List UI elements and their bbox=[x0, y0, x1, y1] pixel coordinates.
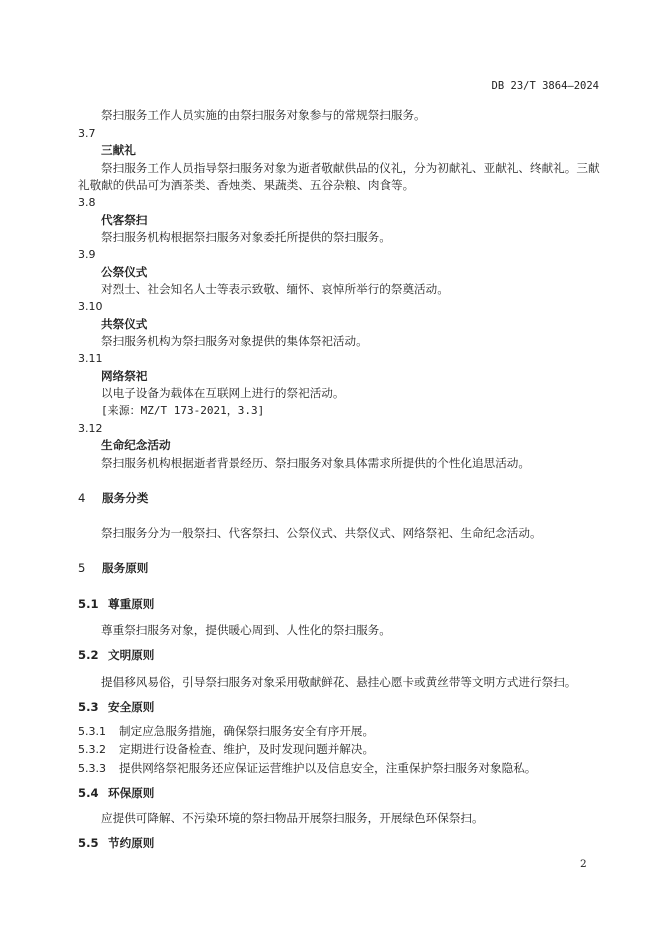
section-title: 服务分类 bbox=[102, 491, 149, 505]
term-title: 三献礼 bbox=[101, 143, 136, 157]
document-id: DB 23/T 3864—2024 bbox=[491, 80, 599, 92]
subsection-title: 节约原则 bbox=[108, 836, 155, 850]
subsection-heading bbox=[78, 835, 154, 851]
source-reference: [来源：MZ/T 173-2021，3.3] bbox=[101, 404, 265, 417]
subsection-title: 文明原则 bbox=[108, 648, 155, 662]
term-title: 网络祭祀 bbox=[101, 369, 148, 383]
paragraph: 以电子设备为载体在互联网上进行的祭祀活动。 bbox=[101, 386, 345, 400]
subsection-title: 安全原则 bbox=[108, 700, 155, 714]
subsection-heading bbox=[78, 596, 154, 612]
subsection-title: 尊重原则 bbox=[108, 597, 155, 611]
clause-number: 3.9 bbox=[78, 248, 96, 261]
paragraph: 祭扫服务分为一般祭扫、代客祭扫、公祭仪式、共祭仪式、网络祭祀、生命纪念活动。 bbox=[101, 526, 542, 540]
clause-number: 3.10 bbox=[78, 300, 103, 313]
term-title: 共祭仪式 bbox=[101, 317, 148, 331]
paragraph: 祭扫服务机构为祭扫服务对象提供的集体祭祀活动。 bbox=[101, 334, 368, 348]
subsection-title: 环保原则 bbox=[108, 786, 155, 800]
clause-number: 3.7 bbox=[78, 127, 96, 140]
item-number: 5.3.2 bbox=[78, 743, 106, 756]
list-item bbox=[78, 741, 374, 758]
paragraph: 祭扫服务机构根据逝者背景经历、祭扫服务对象具体需求所提供的个性化追思活动。 bbox=[101, 456, 530, 470]
section-number: 5 bbox=[78, 561, 86, 575]
subsection-heading bbox=[78, 699, 154, 715]
paragraph: 祭扫服务机构根据祭扫服务对象委托所提供的祭扫服务。 bbox=[101, 230, 391, 244]
subsection-number: 5.5 bbox=[78, 836, 99, 850]
paragraph: 对烈士、社会知名人士等表示致敬、缅怀、哀悼所举行的祭奠活动。 bbox=[101, 282, 449, 296]
page-number: 2 bbox=[580, 858, 587, 870]
subsection-heading bbox=[78, 785, 154, 801]
clause-number: 3.12 bbox=[78, 422, 103, 435]
item-number: 5.3.1 bbox=[78, 725, 106, 738]
item-text: 制定应急服务措施，确保祭扫服务安全有序开展。 bbox=[119, 724, 375, 738]
paragraph: 应提供可降解、不污染环境的祭扫物品开展祭扫服务，开展绿色环保祭扫。 bbox=[101, 811, 484, 825]
section-heading bbox=[78, 560, 148, 576]
section-number: 4 bbox=[78, 491, 86, 505]
item-text: 提供网络祭祀服务还应保证运营维护以及信息安全，注重保护祭扫服务对象隐私。 bbox=[119, 761, 537, 775]
subsection-number: 5.2 bbox=[78, 648, 99, 662]
list-item bbox=[78, 760, 536, 777]
paragraph: 提倡移风易俗，引导祭扫服务对象采用敬献鲜花、悬挂心愿卡或黄丝带等文明方式进行祭扫。 bbox=[101, 675, 577, 689]
list-item bbox=[78, 723, 374, 740]
subsection-heading bbox=[78, 647, 154, 663]
term-title: 公祭仪式 bbox=[101, 265, 148, 279]
section-title: 服务原则 bbox=[102, 561, 149, 575]
item-number: 5.3.3 bbox=[78, 762, 106, 775]
section-heading bbox=[78, 490, 148, 506]
paragraph: 尊重祭扫服务对象，提供暖心周到、人性化的祭扫服务。 bbox=[101, 623, 391, 637]
paragraph: 祭扫服务工作人员指导祭扫服务对象为逝者敬献供品的仪礼，分为初献礼、亚献礼、终献礼。三献 bbox=[101, 161, 600, 175]
clause-number: 3.8 bbox=[78, 196, 96, 209]
term-title: 代客祭扫 bbox=[101, 213, 148, 227]
paragraph: 礼敬献的供品可为酒茶类、香烛类、果蔬类、五谷杂粮、肉食等。 bbox=[78, 178, 415, 192]
item-text: 定期进行设备检查、维护，及时发现问题并解决。 bbox=[119, 742, 375, 756]
subsection-number: 5.3 bbox=[78, 700, 99, 714]
clause-number: 3.11 bbox=[78, 352, 103, 365]
paragraph: 祭扫服务工作人员实施的由祭扫服务对象参与的常规祭扫服务。 bbox=[101, 108, 426, 122]
subsection-number: 5.4 bbox=[78, 786, 99, 800]
subsection-number: 5.1 bbox=[78, 597, 99, 611]
term-title: 生命纪念活动 bbox=[101, 438, 171, 452]
